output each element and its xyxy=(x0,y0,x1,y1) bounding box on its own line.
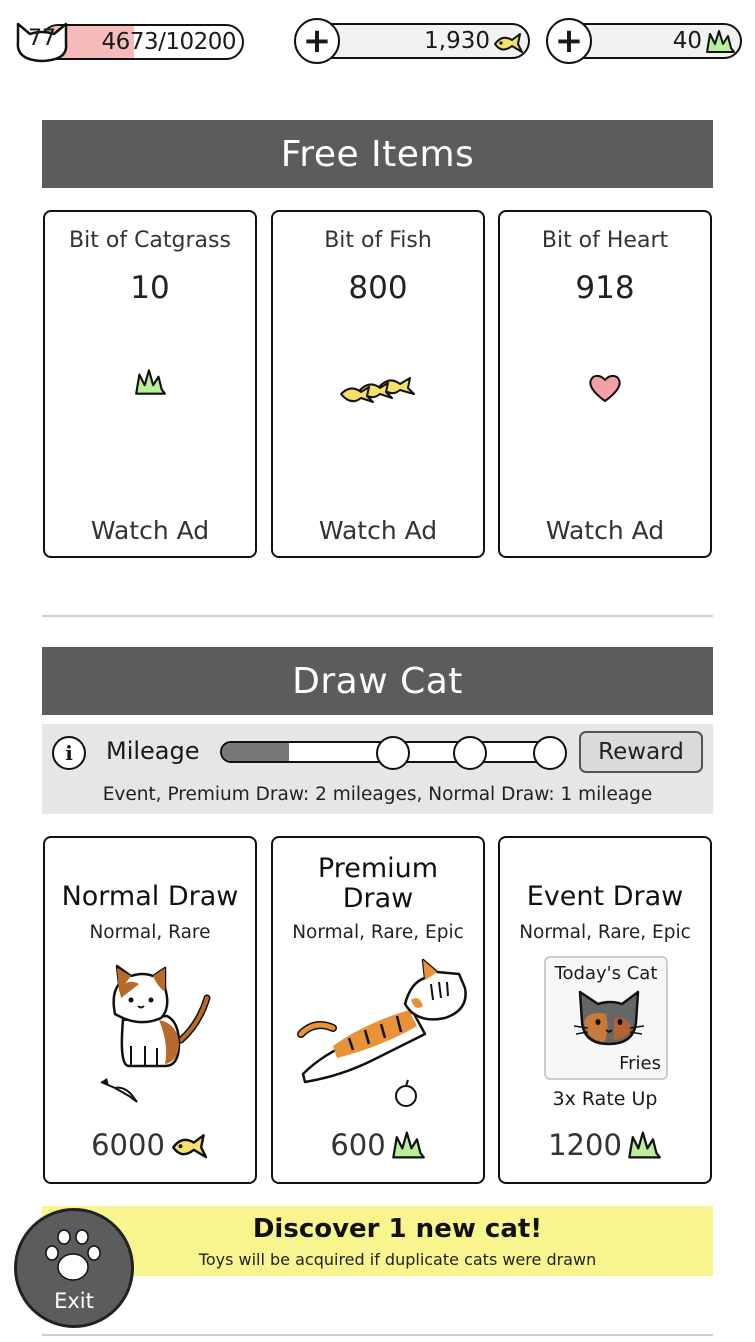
draw-price xyxy=(45,1128,255,1162)
level-number: 77 xyxy=(28,26,56,51)
free-item-name: Bit of Heart xyxy=(541,228,669,253)
grass-currency-bar xyxy=(566,23,742,59)
price-value: 1200 xyxy=(548,1128,622,1162)
free-item-amount: 800 xyxy=(348,270,408,306)
fish-bundle-icon xyxy=(338,372,418,408)
draw-subtitle: Normal, Rare, Epic xyxy=(519,922,691,943)
mileage-note: Event, Premium Draw: 2 mileages, Normal Draw: 1 mileage xyxy=(102,784,653,805)
xp-text: 4673/10200 xyxy=(101,29,236,55)
catgrass-icon xyxy=(133,367,167,397)
fish-icon xyxy=(492,28,524,56)
draw-subtitle: Normal, Rare xyxy=(89,922,211,943)
discover-banner xyxy=(42,1206,713,1276)
watch-ad-button[interactable]: Watch Ad xyxy=(500,510,710,550)
apple-toy-icon xyxy=(393,1078,419,1108)
free-item-amount: 10 xyxy=(130,270,170,306)
fish-currency-bar xyxy=(314,23,530,59)
price-value: 6000 xyxy=(91,1128,165,1162)
grass-currency xyxy=(546,18,742,64)
mileage-milestone xyxy=(376,736,410,770)
mileage-panel xyxy=(42,724,713,814)
free-item-name: Bit of Fish xyxy=(324,228,432,253)
info-icon[interactable]: i xyxy=(52,736,86,770)
price-value: 600 xyxy=(330,1128,386,1162)
draw-title-line2: Draw xyxy=(342,883,414,914)
catgrass-icon xyxy=(626,1129,662,1161)
draw-price xyxy=(500,1128,710,1162)
banner-title: Discover 1 new cat! xyxy=(252,1214,543,1244)
mileage-progress-fill xyxy=(222,743,289,761)
watch-ad-button[interactable]: Watch Ad xyxy=(45,510,255,550)
free-items-header: Free Items xyxy=(42,120,713,188)
free-item-card-catgrass xyxy=(43,210,257,558)
draw-cat-header: Draw Cat xyxy=(42,647,713,715)
mileage-label: Mileage xyxy=(106,737,200,765)
exit-button[interactable] xyxy=(14,1208,134,1328)
todays-cat-name: Fries xyxy=(619,1053,661,1074)
todays-cat-panel xyxy=(544,956,668,1080)
fish-amount: 1,930 xyxy=(424,28,490,54)
mileage-milestone xyxy=(453,736,487,770)
heart-icon xyxy=(587,372,623,404)
rate-up-label: 3x Rate Up xyxy=(552,1088,658,1110)
premium-draw-card[interactable] xyxy=(271,836,485,1184)
fish-icon xyxy=(169,1128,209,1162)
draw-title: Event Draw xyxy=(526,881,684,912)
fish-currency xyxy=(294,18,530,64)
free-item-name: Bit of Catgrass xyxy=(69,228,231,253)
add-grass-button[interactable]: + xyxy=(546,18,592,64)
level-status xyxy=(12,20,244,64)
free-item-card-heart xyxy=(498,210,712,558)
watch-ad-button[interactable]: Watch Ad xyxy=(273,510,483,550)
mileage-milestone xyxy=(533,736,567,770)
add-fish-button[interactable]: + xyxy=(294,18,340,64)
section-divider xyxy=(42,615,713,617)
reward-button[interactable]: Reward xyxy=(579,731,703,773)
free-item-card-fish xyxy=(271,210,485,558)
free-item-amount: 918 xyxy=(575,270,635,306)
paw-icon xyxy=(44,1227,104,1285)
calico-cat-icon xyxy=(95,962,215,1072)
tortoiseshell-cat-icon xyxy=(574,988,644,1048)
grass-amount: 40 xyxy=(672,28,702,54)
todays-cat-label: Today's Cat xyxy=(554,963,658,984)
draw-price xyxy=(273,1128,483,1162)
exit-label: Exit xyxy=(54,1289,94,1313)
normal-draw-card[interactable] xyxy=(43,836,257,1184)
banner-subtitle: Toys will be acquired if duplicate cats were drawn xyxy=(198,1250,597,1269)
tabby-cat-icon xyxy=(293,954,469,1086)
fish-toy-icon xyxy=(97,1076,141,1106)
draw-subtitle: Normal, Rare, Epic xyxy=(292,922,464,943)
catgrass-icon xyxy=(704,28,736,56)
event-draw-card[interactable] xyxy=(498,836,712,1184)
catgrass-icon xyxy=(390,1129,426,1161)
bottom-divider xyxy=(42,1334,713,1336)
draw-title: Normal Draw xyxy=(61,881,239,912)
draw-title-line1: Premium xyxy=(317,853,439,884)
